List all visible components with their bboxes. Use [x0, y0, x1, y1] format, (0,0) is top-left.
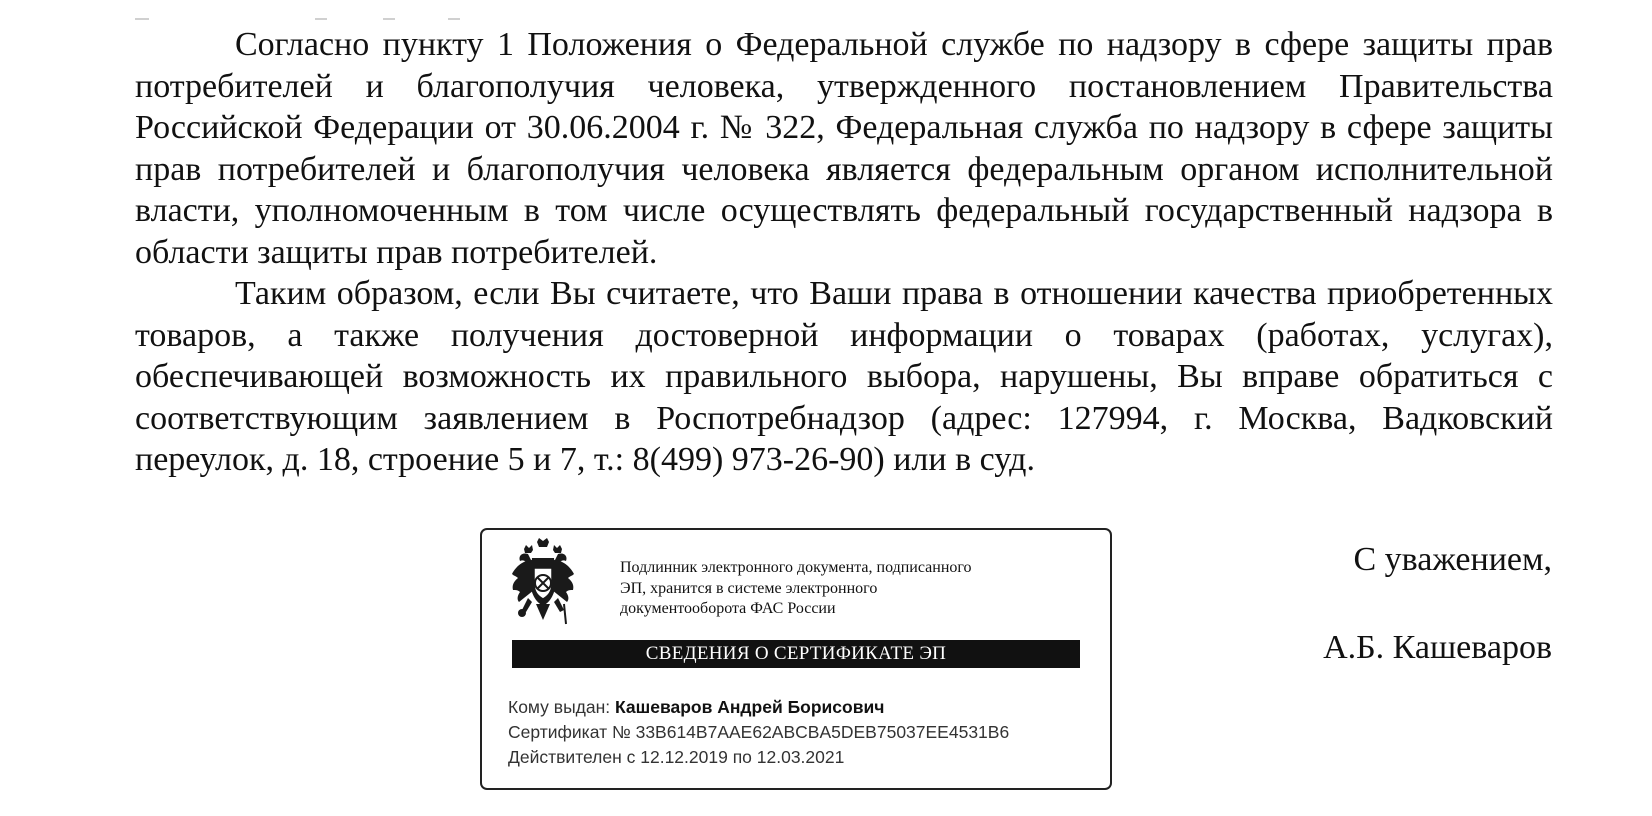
stamp-note [620, 558, 1090, 620]
stamp-note-line: документооборота ФАС России [620, 600, 836, 617]
certificate-details [508, 695, 1108, 770]
electronic-signature-stamp [480, 528, 1112, 790]
double-headed-eagle-emblem-icon [510, 538, 576, 630]
issued-to-value: Кашеваров Андрей Борисович [615, 697, 885, 717]
signer-name: А.Б. Кашеваров [1323, 629, 1552, 666]
certificate-number: Сертификат № 33B614B7AAE62ABCBA5DEB75037EE4531B6 [508, 722, 1010, 742]
stamp-note-line: Подлинник электронного документа, подписанного [620, 559, 972, 576]
paragraph-2: Таким образом, если Вы считаете, что Ваши права в отношении качества приобретенных товаров, а также получения достоверной информации о товарах (работах, услугах), обеспечивающей возможность их правильного выбора, нарушены, Вы вправе обратиться с соответствующим заявлением в Роспотребнадзор (адрес: 127994, г. Москва, Вадковский переулок, д. 18, строение 5 и 7, т.: 8(499) 973-26-90) или в суд. [135, 275, 1553, 478]
issued-to-label: Кому выдан: [508, 697, 611, 717]
paragraph-1: Согласно пункту 1 Положения о Федеральной службе по надзору в сфере защиты прав потребителей и благополучия человека, утвержденного постановлением Правительства Российской Федерации от 30.06.2004 г. № 322, Федеральная служба по надзору в сфере защиты прав потребителей и благополучия человека является федеральным органом исполнительной власти, уполномоченным в том числе осуществлять федеральный государственный надзора в области защиты прав потребителей. [135, 26, 1553, 271]
stamp-note-line: ЭП, хранится в системе электронного [620, 579, 878, 597]
certificate-validity: Действителен с 12.12.2019 по 12.03.2021 [508, 747, 845, 767]
letter-body [135, 24, 1553, 481]
closing-phrase: С уважением, [1353, 541, 1552, 578]
scan-artifact-marks [135, 18, 485, 22]
certificate-banner: СВЕДЕНИЯ О СЕРТИФИКАТЕ ЭП [512, 640, 1080, 668]
issued-to-row [508, 695, 1108, 720]
